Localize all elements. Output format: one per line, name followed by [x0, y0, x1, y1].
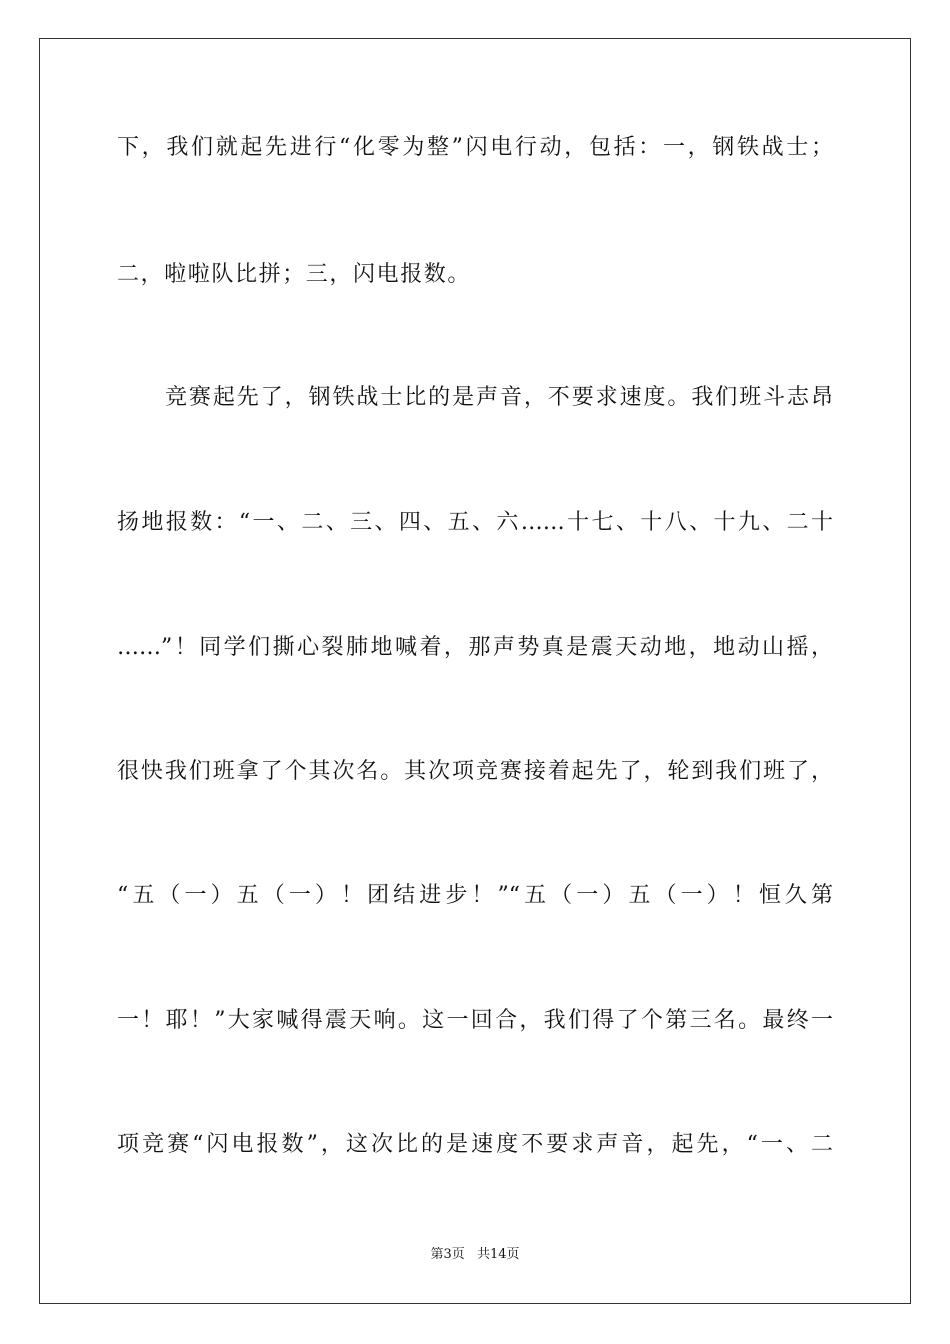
- total-pages: 共14页: [476, 1247, 520, 1262]
- paragraph-line: 二，啦啦队比拼；三，闪电报数。: [117, 262, 472, 287]
- page-number: 第3页: [430, 1247, 465, 1262]
- paragraph-line: 项竞赛“闪电报数”，这次比的是速度不要求声音，起先，“一、二: [117, 1132, 833, 1157]
- paragraph-line: 一！耶！”大家喊得震天响。这一回合，我们得了个第三名。最终一: [117, 1008, 833, 1033]
- paragraph-line: 很快我们班拿了个其次名。其次项竞赛接着起先了，轮到我们班了，: [117, 759, 833, 784]
- paragraph-line: “五（一）五（一）！团结进步！”“五（一）五（一）！恒久第: [117, 883, 833, 908]
- page-border: [39, 38, 911, 1304]
- page-footer: [0, 1246, 950, 1264]
- paragraph-line: 扬地报数：“一、二、三、四、五、六……十七、十八、十九、二十: [117, 510, 833, 535]
- paragraph-line: ……”！同学们撕心裂肺地喊着，那声势真是震天动地，地动山摇，: [117, 635, 833, 660]
- paragraph-line: 竞赛起先了，钢铁战士比的是声音，不要求速度。我们班斗志昂: [165, 385, 833, 410]
- paragraph-line: 下，我们就起先进行“化零为整”闪电行动，包括：一，钢铁战士；: [117, 135, 833, 160]
